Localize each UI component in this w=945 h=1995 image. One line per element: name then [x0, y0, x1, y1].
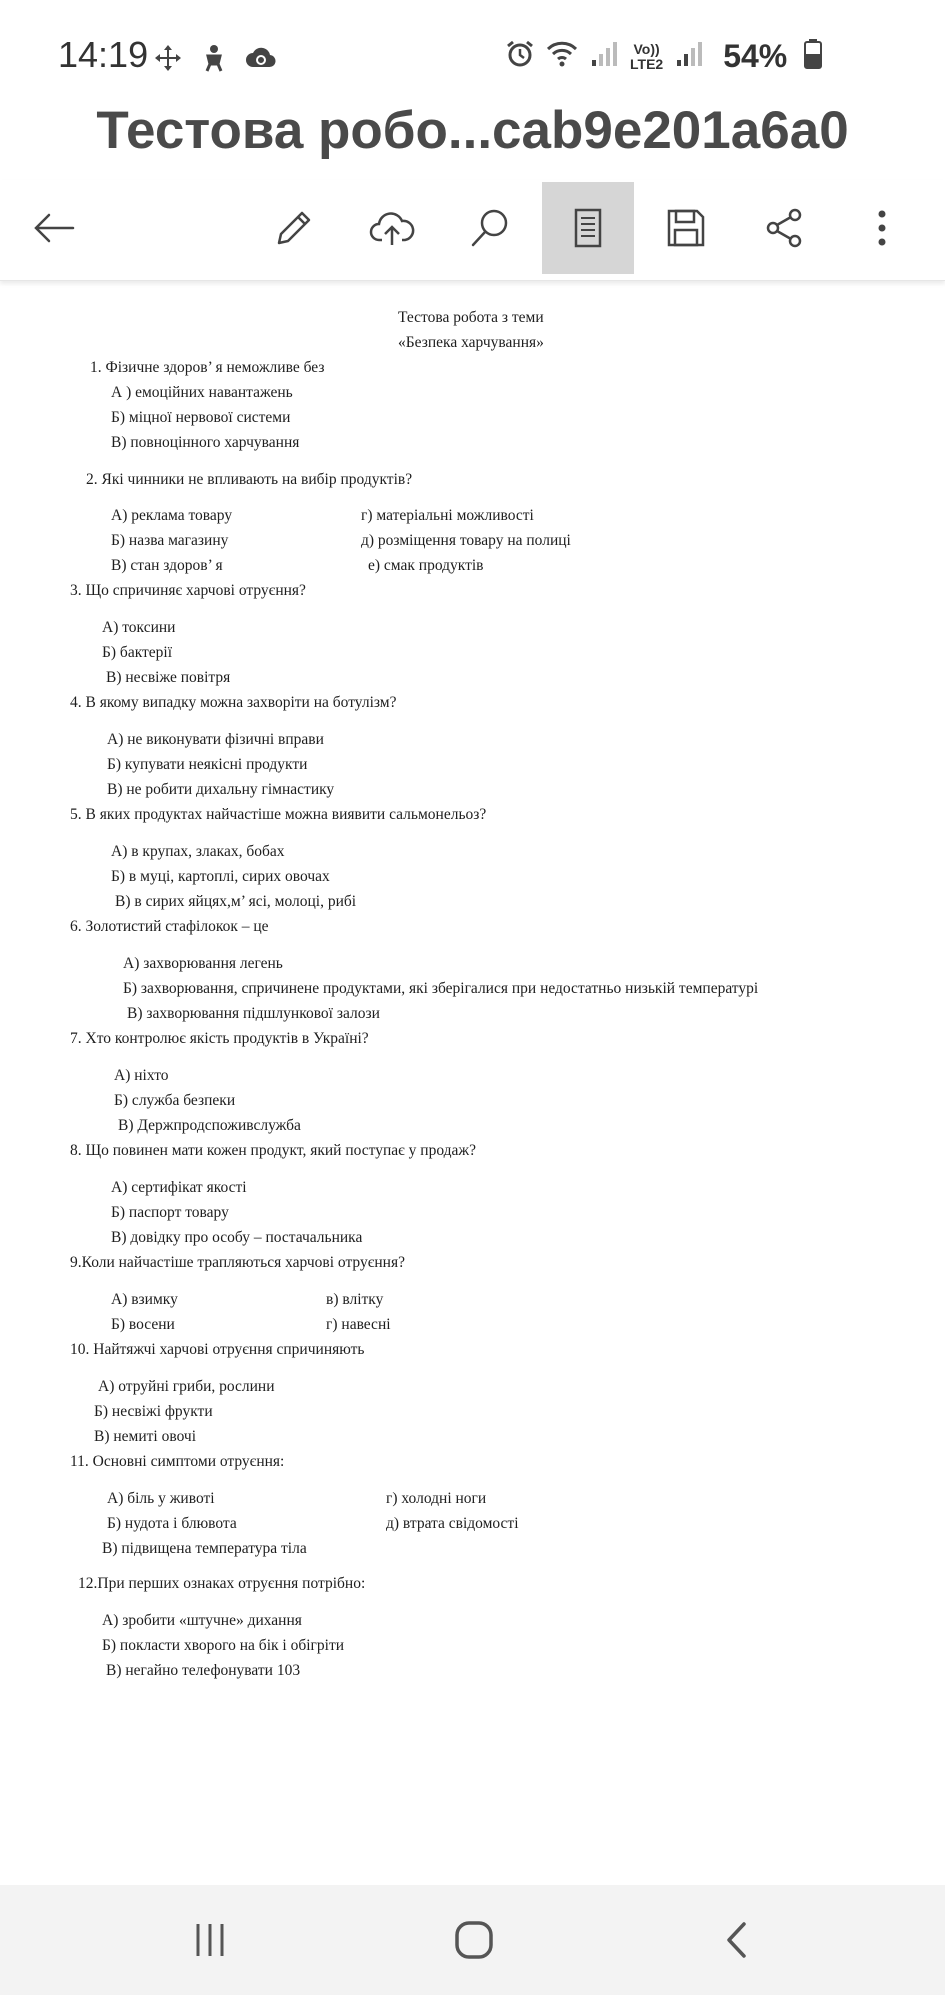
answer-option: В) довідку про особу – постачальника [111, 1229, 363, 1246]
wifi-icon [546, 38, 578, 75]
home-icon [450, 1916, 498, 1964]
answer-option: Б) несвіжі фрукти [94, 1403, 213, 1420]
question-11: 11. Основні симптоми отруєння: [70, 1453, 285, 1470]
answer-option: В) не робити дихальну гімнастику [107, 781, 335, 798]
doc-heading: Тестова робота з теми [398, 309, 544, 326]
search-button[interactable] [444, 182, 536, 274]
save-icon [661, 203, 711, 253]
answer-option: В) немиті овочі [94, 1428, 197, 1445]
answer-option: г) матеріальні можливості [361, 507, 534, 524]
person-icon [198, 42, 230, 79]
question-12: 12.При перших ознаках отруєння потрібно: [78, 1575, 366, 1592]
answer-option: А) зробити «штучне» дихання [102, 1612, 302, 1629]
document-view-button[interactable] [542, 182, 634, 274]
alarm-icon [504, 38, 536, 75]
answer-option: Б) нудота і блювота [107, 1515, 237, 1532]
network-label: Vo)) LTE2 [630, 40, 664, 72]
question-8: 8. Що повинен мати кожен продукт, який поступає у продаж? [70, 1142, 477, 1159]
answer-option: А ) емоційних навантажень [111, 384, 293, 401]
cloud-sync-icon [244, 42, 276, 79]
upload-button[interactable] [346, 182, 438, 274]
home-button[interactable] [434, 1905, 514, 1975]
answer-option: в) влітку [326, 1291, 384, 1308]
answer-option: Б) в муці, картоплі, сирих овочах [111, 868, 330, 885]
share-button[interactable] [738, 182, 830, 274]
pencil-icon [269, 203, 319, 253]
question-6: 6. Золотистий стафілокок – це [70, 918, 269, 935]
answer-option: В) несвіже повітря [106, 669, 231, 686]
toolbar [0, 180, 945, 281]
question-7: 7. Хто контролює якість продуктів в Україні? [70, 1030, 369, 1047]
answer-option: В) захворювання підшлункової залози [127, 1005, 380, 1022]
question-2: 2. Які чинники не впливають на вибір продуктів? [86, 471, 413, 488]
answer-option: А) токсини [102, 619, 176, 636]
answer-option: В) стан здоров’ я [111, 557, 223, 574]
answer-option: В) повноцінного харчування [111, 434, 300, 451]
question-10: 10. Найтяжчі харчові отруєння спричиняють [70, 1341, 365, 1358]
answer-option: В) підвищена температура тіла [102, 1540, 307, 1557]
answer-option: д) розміщення товару на полиці [361, 532, 571, 549]
question-1: 1. Фізичне здоров’ я неможливе без [90, 359, 325, 376]
save-button[interactable] [640, 182, 732, 274]
answer-option: А) захворювання легень [123, 955, 283, 972]
back-icon [714, 1916, 762, 1964]
answer-option: А) отруйні гриби, рослини [98, 1378, 275, 1395]
answer-option: Б) міцної нервової системи [111, 409, 291, 426]
status-bar [0, 0, 945, 110]
answer-option: А) ніхто [114, 1067, 169, 1084]
back-nav-button[interactable] [698, 1905, 778, 1975]
answer-option: д) втрата свідомості [386, 1515, 519, 1532]
document-view-icon [563, 203, 613, 253]
answer-option: Б) назва магазину [111, 532, 229, 549]
answer-option: Б) купувати неякісні продукти [107, 756, 308, 773]
answer-option: В) в сирих яйцях,м’ ясі, молоці, рибі [115, 893, 357, 910]
answer-option: В) негайно телефонувати 103 [106, 1662, 301, 1679]
recent-apps-button[interactable] [170, 1905, 250, 1975]
document-title: Тестова робо...cab9e201a6a0 [96, 101, 849, 160]
answer-option: А) сертифікат якості [111, 1179, 247, 1196]
share-icon [759, 203, 809, 253]
question-5: 5. В яких продуктах найчастіше можна виявити сальмонельоз? [70, 806, 487, 823]
answer-option: Б) служба безпеки [114, 1092, 236, 1109]
answer-option: А) біль у животі [107, 1490, 215, 1507]
answer-option: г) холодні ноги [386, 1490, 487, 1507]
answer-option: е) смак продуктів [368, 557, 484, 574]
signal-1-icon [588, 38, 620, 75]
battery-percent: 54% [723, 38, 788, 74]
document-page [0, 290, 945, 1880]
answer-option: Б) захворювання, спричинене продуктами, які зберігалися при недостатньо низькій температурі [123, 980, 759, 997]
answer-option: Б) бактерії [102, 644, 173, 661]
status-time: 14:19 [58, 34, 149, 75]
move-icon [152, 42, 184, 79]
answer-option: Б) паспорт товару [111, 1204, 229, 1221]
answer-option: Б) покласти хворого на бік і обігріти [102, 1637, 345, 1654]
answer-option: А) в крупах, злаках, бобах [111, 843, 285, 860]
recent-apps-icon [186, 1916, 234, 1964]
navigation-bar [0, 1885, 945, 1995]
edit-button[interactable] [248, 182, 340, 274]
answer-option: Б) восени [111, 1316, 175, 1333]
answer-option: А) не виконувати фізичні вправи [107, 731, 324, 748]
answer-option: г) навесні [326, 1316, 391, 1333]
cloud-upload-icon [367, 203, 417, 253]
back-button[interactable] [8, 182, 100, 274]
search-icon [465, 203, 515, 253]
back-arrow-icon [29, 203, 79, 253]
battery-icon [797, 38, 829, 75]
more-button[interactable] [836, 182, 928, 274]
question-4: 4. В якому випадку можна захворіти на ботулізм? [70, 694, 397, 711]
signal-2-icon [673, 38, 705, 75]
doc-heading-topic: «Безпека харчування» [398, 334, 544, 351]
question-3: 3. Що спричиняє харчові отруєння? [70, 582, 306, 599]
more-icon [857, 203, 907, 253]
question-9: 9.Коли найчастіше трапляються харчові отруєння? [70, 1254, 405, 1271]
answer-option: В) Держпродспоживслужба [118, 1117, 301, 1134]
answer-option: А) реклама товару [111, 507, 233, 524]
answer-option: А) взимку [111, 1291, 178, 1308]
